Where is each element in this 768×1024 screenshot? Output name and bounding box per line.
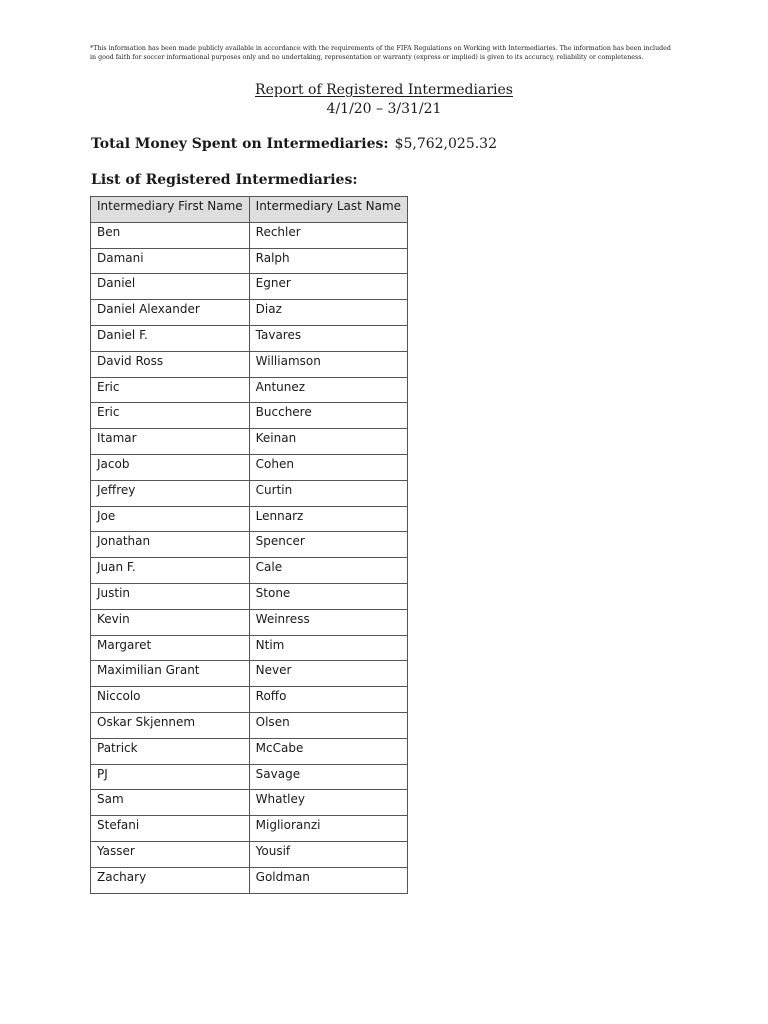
table-row (91, 764, 408, 790)
table-row (91, 790, 408, 816)
first-name-cell: Daniel Alexander (91, 300, 250, 326)
last-name-cell: McCabe (249, 738, 407, 764)
report-date-range: 4/1/20 – 3/31/21 (326, 101, 442, 117)
first-name-cell: Jacob (91, 454, 250, 480)
total-spent-value: $5,762,025.32 (394, 136, 497, 152)
last-name-cell: Ntim (249, 635, 407, 661)
list-heading: List of Registered Intermediaries: (91, 172, 358, 188)
last-name-cell: Keinan (249, 429, 407, 455)
report-title-text: Report of Registered Intermediaries (255, 82, 513, 98)
first-name-cell: Yasser (91, 841, 250, 867)
first-name-cell: Maximilian Grant (91, 661, 250, 687)
table-row (91, 222, 408, 248)
first-name-cell: Juan F. (91, 558, 250, 584)
last-name-cell: Cohen (249, 454, 407, 480)
last-name-cell: Spencer (249, 532, 407, 558)
last-name-cell: Roffo (249, 687, 407, 713)
first-name-cell: David Ross (91, 351, 250, 377)
first-name-cell: Margaret (91, 635, 250, 661)
last-name-cell: Lennarz (249, 506, 407, 532)
intermediaries-table (90, 196, 408, 894)
table-row (91, 377, 408, 403)
first-name-cell: Damani (91, 248, 250, 274)
table-header-row (91, 197, 408, 223)
first-name-cell: Eric (91, 377, 250, 403)
last-name-cell: Weinress (249, 609, 407, 635)
first-name-cell: Zachary (91, 867, 250, 893)
first-name-cell: Daniel F. (91, 325, 250, 351)
table-row (91, 480, 408, 506)
disclaimer-note: *This information has been made publicly available in accordance with the requirements of the FIFA Regulations on Working with Intermediaries. The information has been included in good faith for soccer informational purposes only and no undertaking, representation or warranty (express or implied) is given to its accuracy, reliability or completeness. (90, 45, 671, 61)
last-name-cell: Rechler (249, 222, 407, 248)
last-name-cell: Miglioranzi (249, 816, 407, 842)
last-name-cell: Diaz (249, 300, 407, 326)
table-row (91, 609, 408, 635)
table-row (91, 816, 408, 842)
first-name-cell: Sam (91, 790, 250, 816)
first-name-cell: Kevin (91, 609, 250, 635)
table-row (91, 248, 408, 274)
first-name-cell: Jonathan (91, 532, 250, 558)
first-name-cell: Itamar (91, 429, 250, 455)
first-name-cell: Patrick (91, 738, 250, 764)
last-name-cell: Egner (249, 274, 407, 300)
total-spent-label: Total Money Spent on Intermediaries: (91, 136, 389, 152)
first-name-cell: Justin (91, 583, 250, 609)
last-name-cell: Savage (249, 764, 407, 790)
last-name-cell: Tavares (249, 325, 407, 351)
table-row (91, 661, 408, 687)
last-name-cell: Antunez (249, 377, 407, 403)
last-name-cell: Curtin (249, 480, 407, 506)
first-name-cell: Stefani (91, 816, 250, 842)
table-row (91, 325, 408, 351)
last-name-cell: Never (249, 661, 407, 687)
last-name-cell: Williamson (249, 351, 407, 377)
total-spent-line (91, 135, 497, 153)
first-name-header: Intermediary First Name (91, 197, 250, 223)
first-name-cell: Niccolo (91, 687, 250, 713)
last-name-cell: Whatley (249, 790, 407, 816)
table-row (91, 506, 408, 532)
table-row (91, 454, 408, 480)
first-name-cell: Eric (91, 403, 250, 429)
last-name-cell: Bucchere (249, 403, 407, 429)
last-name-cell: Ralph (249, 248, 407, 274)
last-name-cell: Goldman (249, 867, 407, 893)
table-row (91, 351, 408, 377)
last-name-header: Intermediary Last Name (249, 197, 407, 223)
table-row (91, 712, 408, 738)
last-name-cell: Yousif (249, 841, 407, 867)
first-name-cell: Joe (91, 506, 250, 532)
table-body (91, 222, 408, 893)
table-row (91, 687, 408, 713)
table-row (91, 867, 408, 893)
table-row (91, 532, 408, 558)
first-name-cell: PJ (91, 764, 250, 790)
last-name-cell: Stone (249, 583, 407, 609)
table-row (91, 583, 408, 609)
last-name-cell: Cale (249, 558, 407, 584)
report-title (0, 81, 768, 100)
table-row (91, 841, 408, 867)
table-row (91, 403, 408, 429)
table-row (91, 429, 408, 455)
table-row (91, 274, 408, 300)
table-row (91, 635, 408, 661)
table-row (91, 738, 408, 764)
table-row (91, 558, 408, 584)
last-name-cell: Olsen (249, 712, 407, 738)
first-name-cell: Daniel (91, 274, 250, 300)
first-name-cell: Jeffrey (91, 480, 250, 506)
table-row (91, 300, 408, 326)
first-name-cell: Oskar Skjennem (91, 712, 250, 738)
first-name-cell: Ben (91, 222, 250, 248)
